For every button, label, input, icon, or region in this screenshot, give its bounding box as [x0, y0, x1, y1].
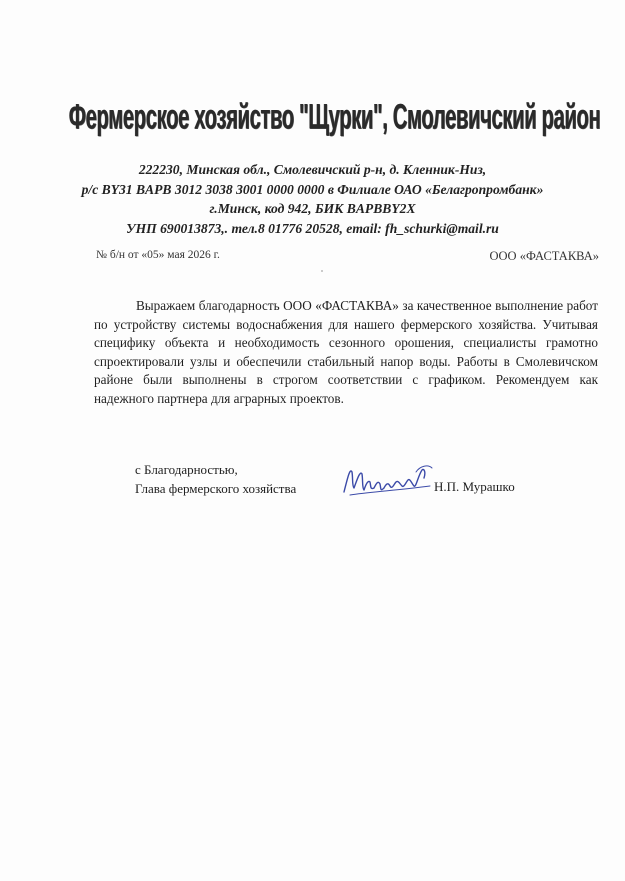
address-line: 222230, Минская обл., Смолевичский р-н, д. Кленник-Низ, [138, 162, 487, 177]
bank-code-line: г.Минск, код 942, БИК BAPBBY2X [209, 201, 416, 216]
letter-addressee: ООО «ФАСТАКВА» [489, 249, 599, 263]
paper-speck [321, 270, 323, 272]
handwritten-signature [340, 462, 436, 502]
letterhead-address [60, 160, 565, 238]
letter-number-date: № б/н от «05» мая 2026 г. [96, 249, 220, 261]
signer-position: Глава фермерского хозяйства [135, 480, 297, 496]
closing-regards: с Благодарностью, [135, 462, 238, 477]
letter-body-paragraph: Выражаем благодарность ООО «ФАСТАКВА» за качественное выполнение работ по устройству системы водоснабжения для нашего фермерского хозяйства. Учитывая специфику объекта и необходимость сезонного орошения, специалисты грамотно спроектировали узлы и обеспечили стабильный напор воды. Работы в Смолевичском районе были выполнены в строгом соответствии с графиком. Рекомендуем как надежного партнера для аграрных проектов. [94, 298, 598, 406]
signer-name: Н.П. Мурашко [434, 479, 515, 494]
bank-account-line: р/с BY31 BAPB 3012 3038 3001 0000 0000 в Филиале ОАО «Белагропромбанк» [81, 181, 544, 197]
closing-block [135, 461, 296, 498]
letterhead-title: Фермерское хозяйство "Щурки", Смолевичский район [68, 96, 601, 137]
contact-line: УНП 690013873,. тел.8 01776 20528, email: fh_schurki@mail.ru [126, 220, 499, 236]
